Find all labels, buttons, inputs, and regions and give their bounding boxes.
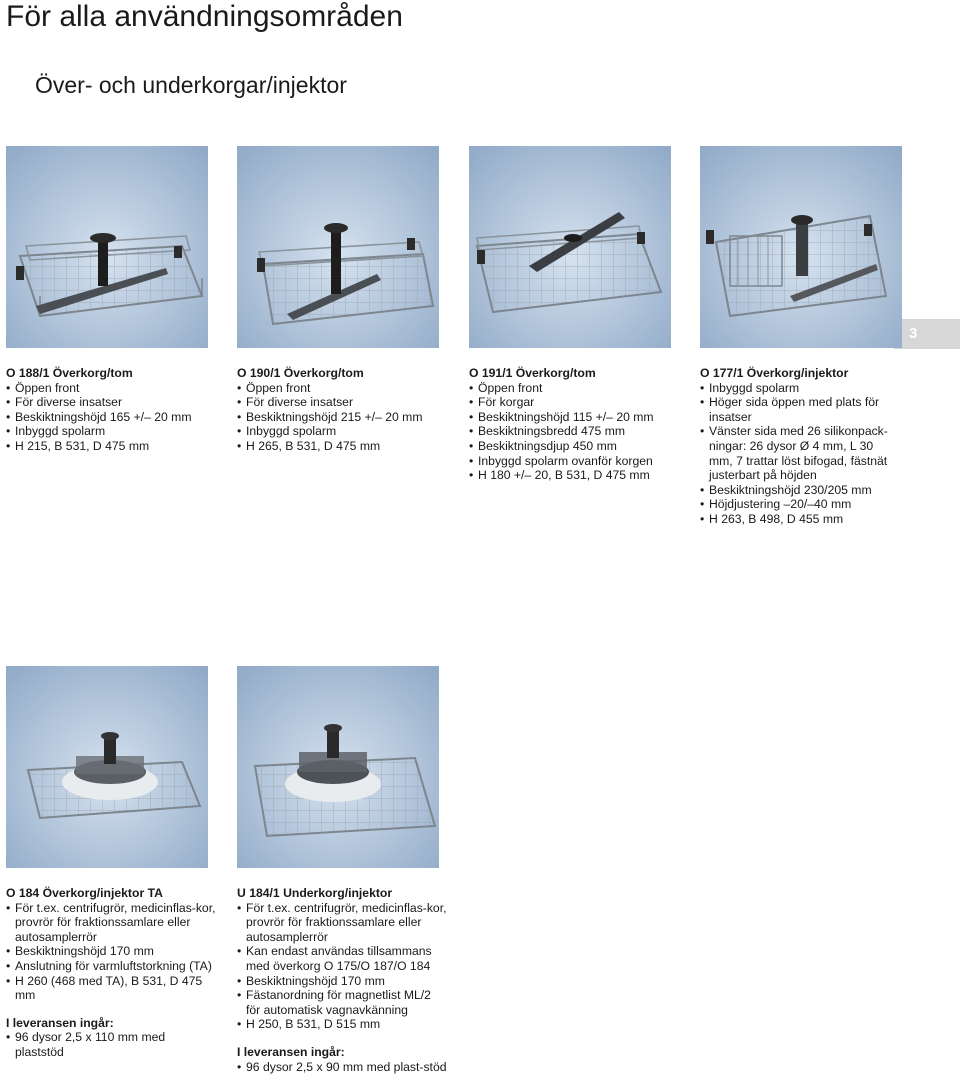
feature-item: • För diverse insatser: [237, 395, 447, 410]
product-o188: [6, 366, 216, 454]
feature-item: • Inbyggd spolarm ovanför korgen: [469, 454, 679, 469]
feature-item: • H 215, B 531, D 475 mm: [6, 439, 216, 454]
feature-item: • Öppen front: [469, 381, 679, 396]
page-number: 3: [909, 325, 918, 342]
feature-item: • Beskiktningshöjd 215 +/– 20 mm: [237, 410, 447, 425]
feature-item: • För t.ex. centrifugrör, medicinflas-kor, provrör för fraktionssamlare eller autosamplerrör: [6, 901, 216, 945]
feature-item: • H 263, B 498, D 455 mm: [700, 512, 900, 527]
feature-item: • Inbyggd spolarm: [700, 381, 900, 396]
product-name: U 184/1 Underkorg/injektor: [237, 886, 393, 900]
product-name: O 177/1 Överkorg/injektor: [700, 366, 849, 380]
product-photo-o184: [6, 666, 208, 868]
feature-item: • Beskiktningshöjd 170 mm: [237, 974, 447, 989]
feature-item: • Anslutning för varmluftstorkning (TA): [6, 959, 216, 974]
feature-item: • Beskiktningshöjd 170 mm: [6, 944, 216, 959]
feature-item: • Beskiktningshöjd 165 +/– 20 mm: [6, 410, 216, 425]
delivery-item: • 96 dysor 2,5 x 90 mm med plast-stöd: [237, 1060, 447, 1075]
product-photo-o177: [700, 146, 902, 348]
delivery-heading: I leveransen ingår:: [237, 1044, 345, 1059]
feature-item: • Vänster sida med 26 silikonpack-ningar: 26 dysor Ø 4 mm, L 30 mm, 7 trattar löst bifogad, fästnät justerbart på höjden: [700, 424, 900, 482]
product-o177: [700, 366, 900, 527]
feature-item: • För korgar: [469, 395, 679, 410]
feature-item: • Inbyggd spolarm: [6, 424, 216, 439]
feature-item: • Höger sida öppen med plats för insatser: [700, 395, 900, 424]
feature-item: • Beskiktningshöjd 115 +/– 20 mm: [469, 410, 679, 425]
page-subtitle: Över- och underkorgar/injektor: [35, 72, 347, 98]
feature-item: • H 180 +/– 20, B 531, D 475 mm: [469, 468, 679, 483]
feature-item: • Beskiktningshöjd 230/205 mm: [700, 483, 900, 498]
feature-item: • Inbyggd spolarm: [237, 424, 447, 439]
feature-item: • Öppen front: [6, 381, 216, 396]
page-title: För alla användningsområden: [6, 0, 403, 33]
product-name: O 190/1 Överkorg/tom: [237, 366, 364, 380]
feature-item: • H 260 (468 med TA), B 531, D 475 mm: [6, 974, 216, 1003]
feature-item: • För t.ex. centrifugrör, medicinflas-kor, provrör för fraktionssamlare eller autosamplerrör: [237, 901, 447, 945]
product-u184: [237, 886, 447, 1074]
delivery-heading: I leveransen ingår:: [6, 1015, 114, 1030]
delivery-item: • 96 dysor 2,5 x 110 mm med plaststöd: [6, 1030, 216, 1059]
product-name: O 188/1 Överkorg/tom: [6, 366, 133, 380]
product-photo-o188: [6, 146, 208, 348]
product-photo-o191: [469, 146, 671, 348]
feature-item: • Fästanordning för magnetlist ML/2 för automatisk vagnavkänning: [237, 988, 447, 1017]
feature-item: • Beskiktningsdjup 450 mm: [469, 439, 679, 454]
feature-item: • För diverse insatser: [6, 395, 216, 410]
product-photo-o190: [237, 146, 439, 348]
feature-item: • H 265, B 531, D 475 mm: [237, 439, 447, 454]
page-number-tab: [894, 319, 960, 349]
product-o184: [6, 886, 216, 1060]
feature-item: • Höjdjustering –20/–40 mm: [700, 497, 900, 512]
feature-item: • Kan endast användas tillsammans med överkorg O 175/O 187/O 184: [237, 944, 447, 973]
feature-item: • H 250, B 531, D 515 mm: [237, 1017, 447, 1032]
feature-item: • Beskiktningsbredd 475 mm: [469, 424, 679, 439]
product-name: O 184 Överkorg/injektor TA: [6, 886, 163, 900]
product-photo-u184: [237, 666, 439, 868]
product-name: O 191/1 Överkorg/tom: [469, 366, 596, 380]
product-o191: [469, 366, 679, 483]
feature-item: • Öppen front: [237, 381, 447, 396]
product-o190: [237, 366, 447, 454]
